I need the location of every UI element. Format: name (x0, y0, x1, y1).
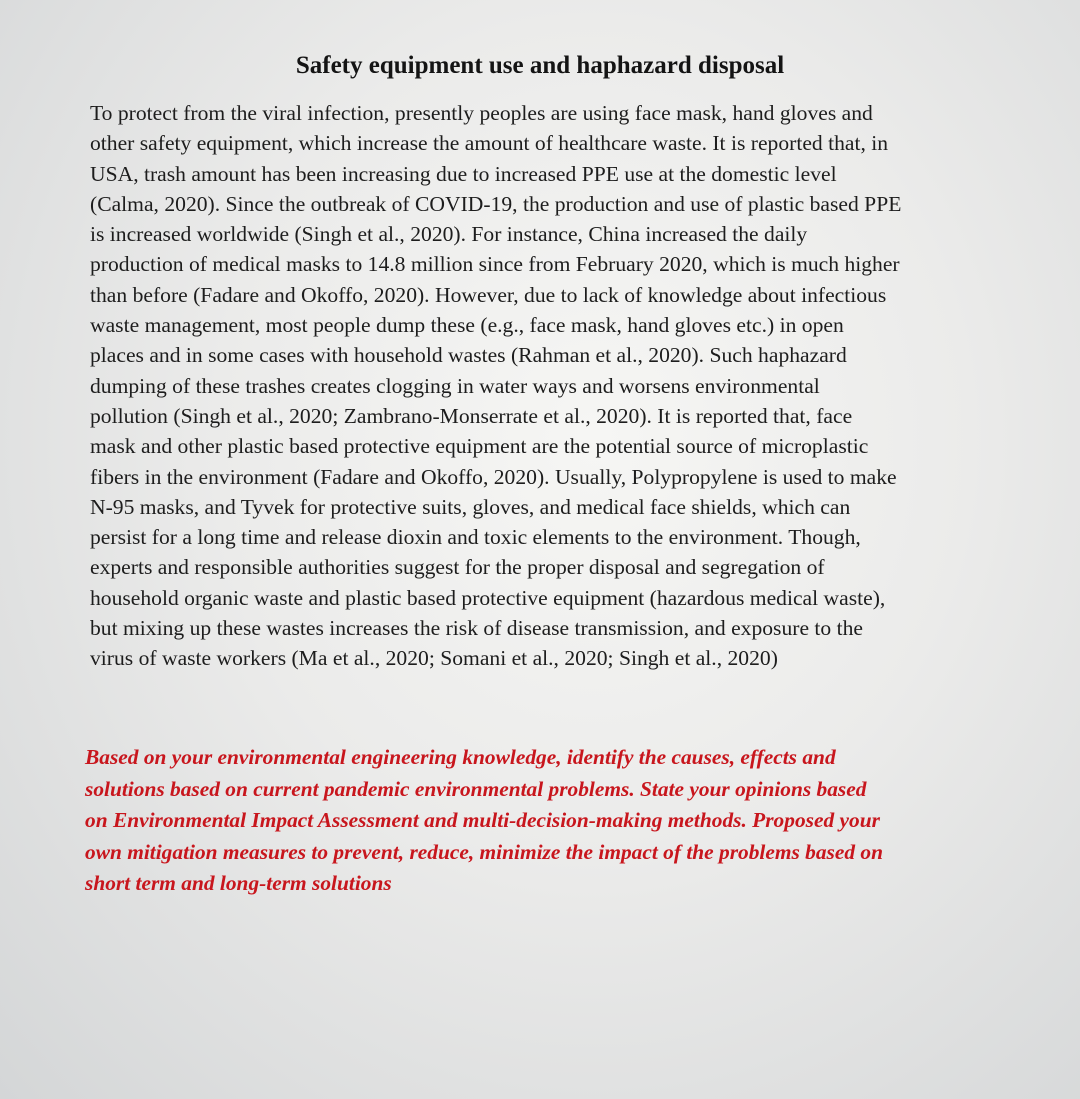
paragraph-line: other safety equipment, which increase the amount of healthcare waste. It is reported that, in (90, 131, 889, 156)
paragraph-line: but mixing up these wastes increases the risk of disease transmission, and exposure to the (90, 616, 864, 641)
paragraph-line: virus of waste workers (Ma et al., 2020; Somani et al., 2020; Singh et al., 2020) (90, 646, 778, 671)
paragraph-line: fibers in the environment (Fadare and Okoffo, 2020). Usually, Polypropylene is used to make (90, 464, 897, 489)
paragraph-line: To protect from the viral infection, presently peoples are using face mask, hand gloves and (90, 101, 873, 125)
question-line: solutions based on current pandemic environmental problems. State your opinions based (85, 776, 867, 801)
question-line: own mitigation measures to prevent, reduce, minimize the impact of the problems based on (85, 839, 884, 864)
paragraph-line: production of medical masks to 14.8 million since from February 2020, which is much higher (90, 252, 900, 277)
paragraph-line: persist for a long time and release dioxin and toxic elements to the environment. Though, (90, 525, 861, 550)
question-line: Based on your environmental engineering knowledge, identify the causes, effects and (85, 745, 836, 769)
body-paragraph (90, 98, 1050, 674)
question-line: short term and long-term solutions (85, 871, 392, 895)
paragraph-line: household organic waste and plastic based protective equipment (hazardous medical waste), (90, 585, 886, 610)
paragraph-line: places and in some cases with household wastes (Rahman et al., 2020). Such haphazard (90, 343, 847, 368)
question-prompt (85, 742, 1045, 900)
paragraph-line: waste management, most people dump these (e.g., face mask, hand gloves etc.) in open (90, 313, 844, 338)
paragraph-line: pollution (Singh et al., 2020; Zambrano-Monserrate et al., 2020). It is reported that, face (90, 403, 853, 428)
paragraph-line: N-95 masks, and Tyvek for protective suits, gloves, and medical face shields, which can (90, 494, 851, 519)
paragraph-line: dumping of these trashes creates clogging in water ways and worsens environmental (90, 373, 820, 398)
paragraph-line: USA, trash amount has been increasing due to increased PPE use at the domestic level (90, 161, 837, 186)
document-title: Safety equipment use and haphazard disposal (295, 52, 785, 79)
paragraph-line: is increased worldwide (Singh et al., 2020). For instance, China increased the daily (90, 222, 808, 247)
paragraph-line: than before (Fadare and Okoffo, 2020). However, due to lack of knowledge about infectious (90, 282, 887, 307)
paragraph-line: mask and other plastic based protective equipment are the potential source of microplastic (90, 434, 869, 459)
paragraph-line: (Calma, 2020). Since the outbreak of COVID-19, the production and use of plastic based PPE (90, 191, 902, 216)
paragraph-line: experts and responsible authorities suggest for the proper disposal and segregation of (90, 555, 825, 580)
question-line: on Environmental Impact Assessment and multi-decision-making methods. Proposed your (85, 808, 880, 832)
